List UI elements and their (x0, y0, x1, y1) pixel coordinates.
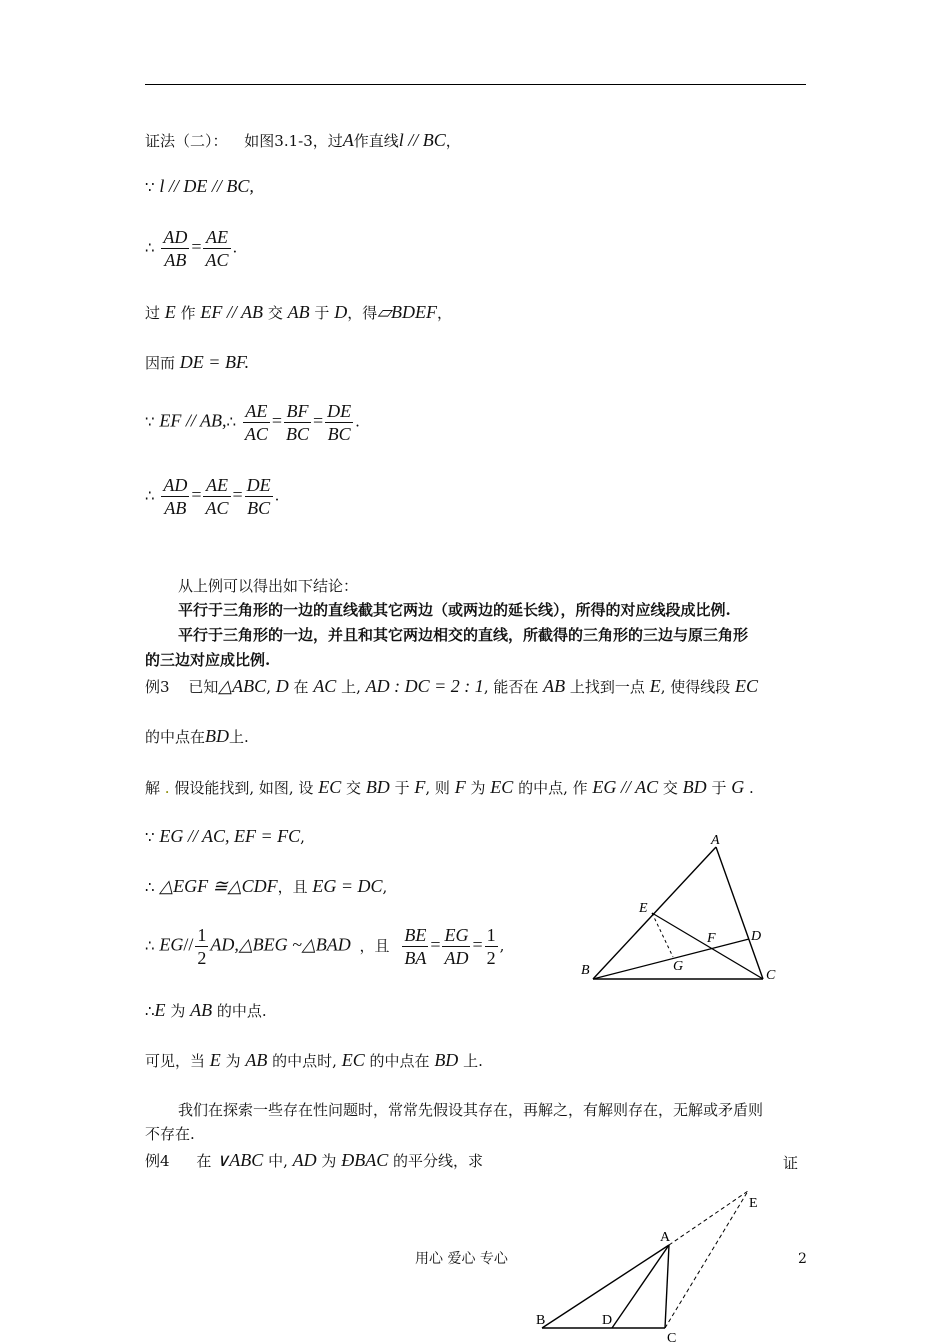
label-c: C (766, 968, 776, 983)
segment-ae (669, 1191, 748, 1245)
fraction-ae-ac: $\frac{AE}{AC}$ (205, 475, 229, 518)
figure-triangle-abc-bisector (530, 1188, 770, 1344)
segment-ad (612, 1245, 669, 1328)
example3-line-2: 的中点在BD上. (145, 726, 249, 746)
conclusion-lead: 从上例可以得出如下结论： (178, 577, 359, 595)
proof2-construct-line: 过 E 作 EF // AB 交 AB 于 D，得▱BDEF， (145, 302, 453, 322)
label-e: E (749, 1196, 758, 1211)
footer-motto: 用心 爱心 专心 (415, 1251, 508, 1267)
segment-ac (716, 847, 763, 979)
solution-label: 解 (145, 779, 161, 797)
segment-bd (593, 939, 749, 979)
label-b: B (536, 1313, 546, 1328)
proof2-conclusion-line: ∴ $\frac{AD}{AB}$ = $\frac{AE}{AC}$ = $\frac{DE}{BC}$ . (145, 475, 280, 518)
solution-line-4: ∴ EG// $\frac{1}{2}$ AD,△BEG ~△BAD ，且 $\frac{BE}{BA}$ = $\frac{EG}{AD}$ = $\frac{1}{2}$ , (145, 925, 505, 968)
line-text: 作直线 (353, 132, 399, 150)
conclusion-rule-2b: 的三边对应成比例. (145, 651, 271, 669)
parallelogram-bdef: ▱BDEF (377, 302, 438, 322)
solution-line-2: ∵ EG // AC, EF = FC, (145, 826, 305, 846)
l-parallel-bc: l // BC (398, 130, 446, 150)
fraction-bf-bc: $\frac{BF}{BC}$ (286, 401, 310, 444)
fraction-be-ba: $\frac{BE}{BA}$ (404, 925, 427, 968)
label-g: G (673, 959, 684, 974)
label-d: D (602, 1313, 613, 1328)
label-a: A (711, 833, 720, 848)
remark-line-1: 我们在探索一些存在性问题时，常常先假设其存在，再解之，有解则存在，无解或矛盾则 (178, 1101, 764, 1119)
fraction-ad-ab: $\frac{AD}{AB}$ (163, 475, 188, 518)
example4-line: 例4 在 ∨ABC 中, AD 为 ÐBAC 的平分线，求 (145, 1150, 484, 1170)
solution-line-3: ∴ △EGF ≅△CDF，且 EG = DC, (145, 876, 388, 896)
proof2-figref: 如图3.1-3，过 (244, 132, 343, 150)
similar-triangles: AD,△BEG ~△BAD (210, 934, 351, 955)
point-a: A (342, 130, 354, 150)
proof2-equal-ratios-line: ∵ EF // AB,∴ $\frac{AE}{AC}$ = $\frac{BF}{BC}$ = $\frac{DE}{BC}$ . (145, 401, 360, 444)
proof2-intro: 证法（二）： (145, 132, 228, 150)
since-symbol: ∵ (145, 178, 155, 196)
label-e: E (639, 901, 648, 916)
fraction-eg-ad: $\frac{EG}{AD}$ (444, 925, 469, 968)
triangle-abc: △ABC (218, 676, 267, 696)
example4-label: 例4 (145, 1152, 170, 1170)
ratio-ad-dc: AD : DC = 2 : 1 (365, 676, 484, 696)
proof2-ratio-line: ∴ $\frac{AD}{AB}$ = $\frac{AE}{AC}$ . (145, 227, 238, 270)
comma: ， (445, 132, 461, 150)
segment-ec (652, 913, 763, 979)
header-rule (145, 84, 806, 85)
fraction-ae-ac: $\frac{AE}{AC}$ (244, 401, 268, 444)
example3-label: 例3 (145, 678, 170, 696)
fraction-de-bc: $\frac{DE}{BC}$ (327, 401, 352, 444)
segment-ac (665, 1245, 669, 1328)
conclusion-rule-1: 平行于三角形的一边的直线截其它两边（或两边的延长线），所得的对应线段成比例. (178, 601, 731, 619)
page-number: 2 (798, 1251, 807, 1267)
proof2-since-line (145, 176, 254, 197)
therefore-symbol: ∴ (145, 238, 155, 257)
fraction-de-bc: $\frac{DE}{BC}$ (246, 475, 271, 518)
proof2-hence-line: 因而 DE = BF. (145, 352, 250, 372)
label-c: C (667, 1331, 677, 1344)
segment-ab (593, 847, 716, 979)
conclusion-rule-2a: 平行于三角形的一边，并且和其它两边相交的直线，所截得的三角形的三边与原三角形 (178, 626, 749, 644)
label-f: F (707, 931, 716, 946)
solution-line-1: 解 . 假设能找到, 如图, 设 EC 交 BD 于 F, 则 F 为 EC 的中点, 作 EG // AC 交 BD 于 G . (145, 777, 754, 797)
solution-line-5: ∴E 为 AB 的中点. (145, 1000, 267, 1020)
fraction-ad-ab: $\frac{AD}{AB}$ (163, 227, 188, 270)
example4-prove: 证 (783, 1154, 799, 1172)
figure-triangle-abc (570, 828, 790, 988)
de-equals-bf: DE = BF. (179, 352, 250, 372)
ef-parallel-ab: EF // AB (200, 302, 264, 322)
fraction-one-half: $\frac{1}{2}$ (486, 925, 496, 968)
example3-line: 例3 已知△ABC, D 在 AC 上, AD : DC = 2 : 1, 能否在 AB 上找到一点 E, 使得线段 EC (145, 676, 759, 696)
label-a: A (660, 1230, 671, 1245)
label-d: D (751, 929, 762, 944)
remark-line-2: 不存在. (145, 1125, 195, 1143)
congruent-triangles: △EGF ≅△CDF (159, 876, 278, 896)
fraction-ae-ac: $\frac{AE}{AC}$ (205, 227, 229, 270)
segment-ce (665, 1191, 748, 1328)
fraction-one-half: $\frac{1}{2}$ (197, 925, 207, 968)
label-b: B (581, 963, 590, 978)
equals: = (191, 236, 202, 257)
solution-line-6: 可见，当 E 为 AB 的中点时, EC 的中点在 BD 上. (145, 1050, 483, 1070)
proof2-intro-line (145, 130, 461, 151)
l-de-bc-parallel: l // DE // BC, (159, 176, 254, 196)
